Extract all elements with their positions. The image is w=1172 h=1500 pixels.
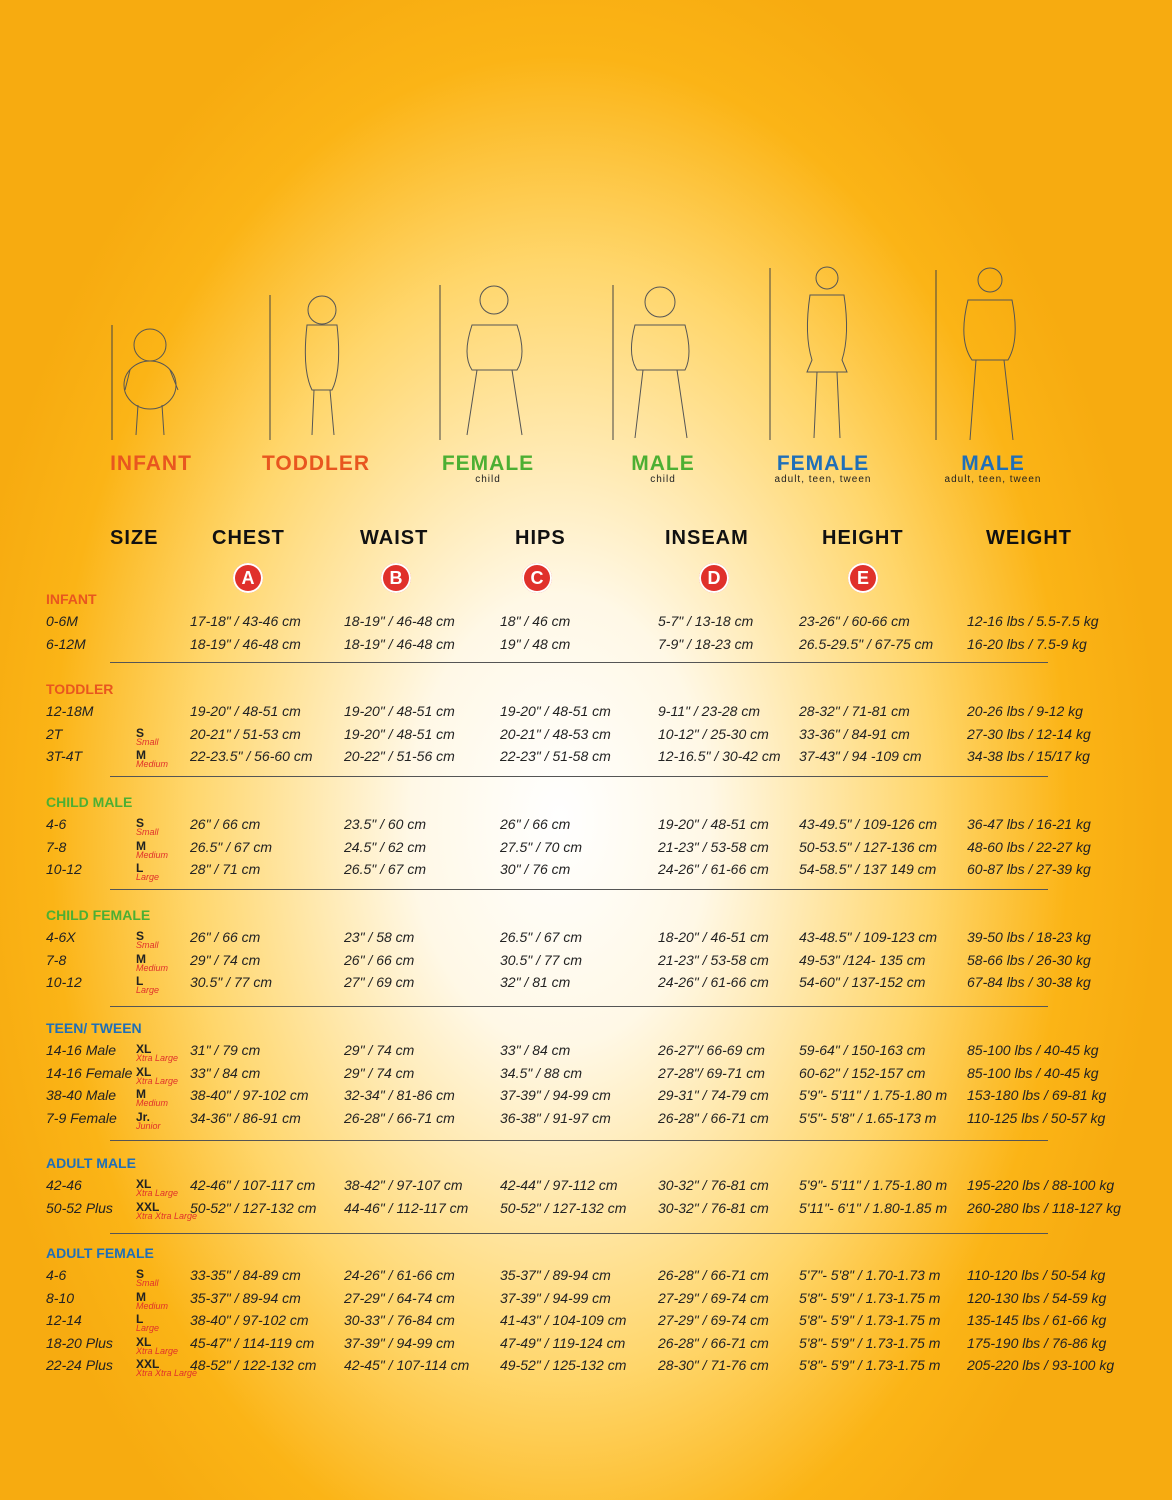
chest-cell: 33" / 84 cm [190, 1064, 261, 1081]
weight-cell: 85-100 lbs / 40-45 kg [967, 1042, 1099, 1058]
hips-cell: 19" / 48 cm [500, 635, 571, 652]
weight-cell: 27-30 lbs / 12-14 kg [967, 725, 1091, 742]
weight-cell: 135-145 lbs / 61-66 kg [967, 1312, 1107, 1329]
waist-cell: 19-20" / 48-51 cm [344, 725, 455, 742]
size-code: XXL [136, 1357, 160, 1372]
size-cell: 0-6M [46, 613, 78, 629]
table-row [0, 1267, 1172, 1289]
size-code-label: Xtra Large [136, 1345, 179, 1356]
badge-c: C [522, 563, 552, 593]
table-row [0, 1357, 1172, 1379]
size-cell: 42-46 [46, 1177, 82, 1193]
chest-cell: 42-46" / 107-117 cm [190, 1177, 316, 1193]
size-code-label: Xtra Large [136, 1188, 179, 1198]
height-cell: 28-32" / 71-81 cm [799, 703, 910, 719]
size-code-label: Medium [136, 759, 169, 770]
height-cell: 60-62" / 152-157 cm [799, 1064, 926, 1081]
chest-cell: 30.5" / 77 cm [190, 974, 273, 991]
section-title: TODDLER [46, 681, 114, 697]
weight-cell: 260-280 lbs / 118-127 kg [967, 1199, 1121, 1216]
waist-cell: 24-26" / 61-66 cm [344, 1267, 455, 1283]
size-code-label: Xtra Xtra Large [136, 1368, 198, 1379]
hips-cell: 37-39" / 94-99 cm [500, 1289, 611, 1306]
inseam-cell: 9-11" / 23-28 cm [658, 703, 760, 719]
weight-cell: 12-16 lbs / 5.5-7.5 kg [967, 613, 1099, 629]
inseam-cell: 27-28"/ 69-71 cm [658, 1064, 765, 1081]
header-chest: CHEST [212, 527, 285, 549]
table-row [0, 1087, 1172, 1109]
table-row [0, 952, 1172, 974]
waist-cell: 26.5" / 67 cm [344, 861, 427, 878]
table-row [0, 1042, 1172, 1064]
weight-cell: 16-20 lbs / 7.5-9 kg [967, 635, 1087, 652]
infant-silhouette-icon [100, 260, 190, 445]
chest-cell: 48-52" / 122-132 cm [190, 1357, 317, 1374]
section-title: TEEN/ TWEEN [46, 1020, 142, 1036]
size-code-label: Large [136, 1323, 160, 1334]
table-row [0, 1110, 1172, 1132]
height-cell: 37-43" / 94 -109 cm [799, 748, 922, 765]
child-male-silhouette-icon [605, 260, 715, 445]
section-title: CHILD FEMALE [46, 907, 151, 923]
weight-cell: 205-220 lbs / 93-100 kg [967, 1357, 1115, 1374]
section-divider [110, 1006, 1048, 1007]
section-title: CHILD MALE [46, 794, 133, 810]
weight-cell: 60-87 lbs / 27-39 kg [967, 861, 1091, 878]
height-cell: 5'11"- 6'1" / 1.80-1.85 m [799, 1199, 948, 1216]
section-divider [110, 1140, 1048, 1141]
chest-cell: 35-37" / 89-94 cm [190, 1289, 301, 1306]
waist-cell: 18-19" / 46-48 cm [344, 635, 455, 652]
badge-a: A [233, 563, 263, 593]
chest-cell: 20-21" / 51-53 cm [190, 725, 301, 742]
table-row [0, 1335, 1172, 1357]
table-row [0, 1177, 1172, 1199]
inseam-cell: 27-29" / 69-74 cm [658, 1289, 769, 1306]
size-code: S [136, 816, 145, 830]
weight-cell: 120-130 lbs / 54-59 kg [967, 1289, 1107, 1306]
table-row [0, 748, 1172, 770]
hips-cell: 36-38" / 91-97 cm [500, 1109, 611, 1126]
size-code: M [136, 951, 146, 966]
chest-cell: 34-36" / 86-91 cm [190, 1109, 301, 1126]
size-cell: 8-10 [46, 1289, 75, 1306]
chest-cell: 50-52" / 127-132 cm [190, 1199, 317, 1216]
chest-cell: 28" / 71 cm [190, 861, 261, 878]
header-waist: WAIST [360, 527, 429, 549]
figure-label-toddler: TODDLER [261, 452, 371, 475]
height-cell: 26.5-29.5" / 67-75 cm [799, 635, 934, 652]
figure-sub-female-adult: adult, teen, tween [774, 474, 872, 485]
size-code-label: Medium [136, 849, 169, 860]
hips-cell: 27.5" / 70 cm [500, 838, 583, 855]
size-cell: 18-20 Plus [46, 1334, 113, 1351]
table-row [0, 703, 1172, 725]
weight-cell: 110-125 lbs / 50-57 kg [967, 1109, 1106, 1126]
figure-sub-female-child: child [475, 474, 501, 485]
waist-cell: 29" / 74 cm [344, 1064, 415, 1081]
weight-cell: 195-220 lbs / 88-100 kg [967, 1177, 1115, 1193]
header-size: SIZE [110, 527, 159, 549]
chest-cell: 19-20" / 48-51 cm [190, 703, 301, 719]
weight-cell: 20-26 lbs / 9-12 kg [967, 703, 1083, 719]
adult-female-figure [762, 260, 872, 445]
figure-sub-male-adult: adult, teen, tween [944, 474, 1042, 485]
size-cell: 2T [46, 725, 63, 742]
waist-cell: 24.5" / 62 cm [344, 838, 427, 855]
figure-sub-male-child: child [650, 474, 676, 485]
inseam-cell: 26-28" / 66-71 cm [658, 1334, 769, 1351]
waist-cell: 37-39" / 94-99 cm [344, 1334, 455, 1351]
inseam-cell: 26-27"/ 66-69 cm [658, 1042, 765, 1058]
inseam-cell: 21-23" / 53-58 cm [658, 951, 769, 968]
chest-cell: 33-35" / 84-89 cm [190, 1267, 301, 1283]
size-code-label: Large [136, 985, 160, 996]
inseam-cell: 28-30" / 71-76 cm [658, 1357, 769, 1374]
hips-cell: 26.5" / 67 cm [500, 929, 583, 945]
chest-cell: 17-18" / 43-46 cm [190, 613, 301, 629]
size-code-label: Large [136, 872, 160, 883]
waist-cell: 42-45" / 107-114 cm [344, 1357, 470, 1374]
weight-cell: 153-180 lbs / 69-81 kg [967, 1087, 1107, 1104]
size-cell: 7-8 [46, 951, 67, 968]
size-code: M [136, 1087, 146, 1102]
size-code: XL [136, 1042, 152, 1056]
height-cell: 54-60" / 137-152 cm [799, 974, 926, 991]
hips-cell: 42-44" / 97-112 cm [500, 1177, 618, 1193]
child-male-figure [605, 260, 715, 445]
size-cell: 4-6 [46, 1267, 67, 1283]
weight-cell: 58-66 lbs / 26-30 kg [967, 951, 1091, 968]
height-cell: 5'5"- 5'8" / 1.65-173 m [799, 1109, 937, 1126]
section-title: ADULT FEMALE [46, 1245, 154, 1261]
hips-cell: 20-21" / 48-53 cm [500, 725, 611, 742]
size-code: XL [136, 1064, 152, 1079]
inseam-cell: 21-23" / 53-58 cm [658, 838, 769, 855]
size-code: L [136, 974, 144, 989]
infant-figure [100, 260, 190, 445]
inseam-cell: 24-26" / 61-66 cm [658, 861, 769, 878]
hips-cell: 18" / 46 cm [500, 613, 571, 629]
size-code: M [136, 748, 146, 763]
waist-cell: 44-46" / 112-117 cm [344, 1199, 469, 1216]
table-row [0, 636, 1172, 658]
figure-label-female-adult: FEMALE [776, 452, 870, 475]
hips-cell: 35-37" / 89-94 cm [500, 1267, 611, 1283]
waist-cell: 30-33" / 76-84 cm [344, 1312, 455, 1329]
hips-cell: 30.5" / 77 cm [500, 951, 583, 968]
hips-cell: 47-49" / 119-124 cm [500, 1334, 626, 1351]
hips-cell: 49-52" / 125-132 cm [500, 1357, 627, 1374]
size-code: S [136, 929, 145, 943]
waist-cell: 27" / 69 cm [344, 974, 415, 991]
section-title: ADULT MALE [46, 1155, 136, 1171]
height-cell: 54-58.5" / 137 149 cm [799, 861, 937, 878]
table-row [0, 839, 1172, 861]
section-divider [110, 662, 1048, 663]
header-inseam: INSEAM [665, 527, 749, 549]
section-divider [110, 889, 1048, 890]
waist-cell: 29" / 74 cm [344, 1042, 415, 1058]
header-weight: WEIGHT [986, 527, 1072, 549]
size-cell: 7-9 Female [46, 1109, 117, 1126]
size-code-label: Medium [136, 1300, 169, 1311]
size-cell: 22-24 Plus [46, 1357, 113, 1374]
chest-cell: 45-47" / 114-119 cm [190, 1334, 315, 1351]
table-row [0, 974, 1172, 996]
size-code-label: Medium [136, 1098, 169, 1109]
height-cell: 43-49.5" / 109-126 cm [799, 816, 938, 832]
size-cell: 7-8 [46, 838, 67, 855]
size-cell: 6-12M [46, 635, 86, 652]
chest-cell: 22-23.5" / 56-60 cm [190, 748, 313, 765]
size-code-label: Small [136, 1278, 159, 1288]
size-cell: 12-18M [46, 703, 94, 719]
weight-cell: 34-38 lbs / 15/17 kg [967, 748, 1090, 765]
height-cell: 5'8"- 5'9" / 1.73-1.75 m [799, 1334, 941, 1351]
inseam-cell: 7-9" / 18-23 cm [658, 635, 754, 652]
size-code: L [136, 861, 144, 876]
height-cell: 5'8"- 5'9" / 1.73-1.75 m [799, 1357, 941, 1374]
child-female-figure [432, 260, 542, 445]
weight-cell: 39-50 lbs / 18-23 kg [967, 929, 1091, 945]
hips-cell: 37-39" / 94-99 cm [500, 1087, 611, 1104]
size-code-label: Small [136, 940, 159, 950]
table-row [0, 1312, 1172, 1334]
size-cell: 4-6X [46, 929, 76, 945]
toddler-figure [262, 260, 352, 445]
adult-female-silhouette-icon [762, 260, 872, 445]
figure-label-male-child: MALE [631, 452, 695, 475]
size-cell: 14-16 Male [46, 1042, 117, 1058]
size-code-label: Medium [136, 962, 169, 973]
waist-cell: 26-28" / 66-71 cm [344, 1109, 455, 1126]
inseam-cell: 5-7" / 13-18 cm [658, 613, 754, 629]
height-cell: 33-36" / 84-91 cm [799, 725, 910, 742]
weight-cell: 67-84 lbs / 30-38 kg [967, 974, 1091, 991]
size-cell: 14-16 Female [46, 1064, 133, 1081]
weight-cell: 36-47 lbs / 16-21 kg [967, 816, 1091, 832]
waist-cell: 26" / 66 cm [344, 951, 415, 968]
adult-male-silhouette-icon [928, 260, 1038, 445]
inseam-cell: 12-16.5" / 30-42 cm [658, 748, 781, 765]
waist-cell: 23.5" / 60 cm [344, 816, 427, 832]
size-code: M [136, 1289, 146, 1304]
inseam-cell: 18-20" / 46-51 cm [658, 929, 769, 945]
size-code: XL [136, 1177, 152, 1191]
table-row [0, 816, 1172, 838]
figures-row [0, 260, 1172, 490]
table-row [0, 726, 1172, 748]
size-cell: 3T-4T [46, 748, 83, 765]
hips-cell: 50-52" / 127-132 cm [500, 1199, 627, 1216]
size-code: L [136, 1312, 144, 1327]
table-row [0, 1200, 1172, 1222]
chest-cell: 18-19" / 46-48 cm [190, 635, 301, 652]
inseam-cell: 19-20" / 48-51 cm [658, 816, 769, 832]
inseam-cell: 30-32" / 76-81 cm [658, 1177, 769, 1193]
hips-cell: 33" / 84 cm [500, 1042, 571, 1058]
size-cell: 12-14 [46, 1312, 82, 1329]
waist-cell: 38-42" / 97-107 cm [344, 1177, 463, 1193]
table-row [0, 861, 1172, 883]
waist-cell: 19-20" / 48-51 cm [344, 703, 455, 719]
height-cell: 49-53" /124- 135 cm [799, 951, 926, 968]
inseam-cell: 26-28" / 66-71 cm [658, 1109, 769, 1126]
waist-cell: 32-34" / 81-86 cm [344, 1087, 455, 1104]
height-cell: 43-48.5" / 109-123 cm [799, 929, 938, 945]
size-code-label: Small [136, 827, 159, 837]
inseam-cell: 10-12" / 25-30 cm [658, 725, 769, 742]
header-height: HEIGHT [822, 527, 904, 549]
table-row [0, 1065, 1172, 1087]
size-code: S [136, 1267, 145, 1281]
weight-cell: 85-100 lbs / 40-45 kg [967, 1064, 1099, 1081]
size-cell: 10-12 [46, 861, 82, 878]
hips-cell: 26" / 66 cm [500, 816, 571, 832]
height-cell: 50-53.5" / 127-136 cm [799, 838, 938, 855]
waist-cell: 27-29" / 64-74 cm [344, 1289, 455, 1306]
hips-cell: 34.5" / 88 cm [500, 1064, 583, 1081]
size-code-label: Xtra Large [136, 1075, 179, 1086]
inseam-cell: 27-29" / 69-74 cm [658, 1312, 769, 1329]
inseam-cell: 29-31" / 74-79 cm [658, 1087, 769, 1104]
height-cell: 23-26" / 60-66 cm [799, 613, 910, 629]
hips-cell: 32" / 81 cm [500, 974, 571, 991]
child-female-silhouette-icon [432, 260, 542, 445]
size-cell: 4-6 [46, 816, 67, 832]
size-cell: 50-52 Plus [46, 1199, 113, 1216]
badge-b: B [381, 563, 411, 593]
size-code-label: Xtra Xtra Large [136, 1210, 198, 1221]
waist-cell: 20-22" / 51-56 cm [344, 748, 455, 765]
section-divider [110, 776, 1048, 777]
table-row [0, 1290, 1172, 1312]
hips-cell: 19-20" / 48-51 cm [500, 703, 611, 719]
badge-e: E [848, 563, 878, 593]
hips-cell: 22-23" / 51-58 cm [500, 748, 611, 765]
size-code-label: Junior [136, 1120, 161, 1131]
inseam-cell: 26-28" / 66-71 cm [658, 1267, 769, 1283]
chest-cell: 38-40" / 97-102 cm [190, 1087, 309, 1104]
hips-cell: 30" / 76 cm [500, 861, 571, 878]
toddler-silhouette-icon [262, 260, 352, 445]
size-code: Jr. [136, 1109, 151, 1124]
height-cell: 59-64" / 150-163 cm [799, 1042, 926, 1058]
height-cell: 5'7"- 5'8" / 1.70-1.73 m [799, 1267, 941, 1283]
size-code-label: Small [136, 736, 159, 747]
inseam-cell: 24-26" / 61-66 cm [658, 974, 769, 991]
size-code-label: Xtra Large [136, 1053, 179, 1063]
adult-male-figure [928, 260, 1038, 445]
figure-label-female-child: FEMALE [441, 452, 535, 475]
weight-cell: 48-60 lbs / 22-27 kg [967, 838, 1091, 855]
size-cell: 38-40 Male [46, 1087, 117, 1104]
chest-cell: 31" / 79 cm [190, 1042, 261, 1058]
chest-cell: 38-40" / 97-102 cm [190, 1312, 309, 1329]
chest-cell: 26.5" / 67 cm [190, 838, 273, 855]
height-cell: 5'9"- 5'11" / 1.75-1.80 m [799, 1087, 948, 1104]
inseam-cell: 30-32" / 76-81 cm [658, 1199, 769, 1216]
chest-cell: 26" / 66 cm [190, 816, 261, 832]
chest-cell: 26" / 66 cm [190, 929, 261, 945]
waist-cell: 18-19" / 46-48 cm [344, 613, 455, 629]
header-hips: HIPS [515, 527, 566, 549]
section-divider [110, 1233, 1048, 1234]
height-cell: 5'8"- 5'9" / 1.73-1.75 m [799, 1289, 941, 1306]
figure-label-infant: INFANT [110, 452, 192, 475]
size-code: S [136, 725, 145, 740]
size-cell: 10-12 [46, 974, 82, 991]
table-row [0, 929, 1172, 951]
table-row [0, 613, 1172, 635]
hips-cell: 41-43" / 104-109 cm [500, 1312, 627, 1329]
size-code: XXL [136, 1199, 160, 1214]
weight-cell: 175-190 lbs / 76-86 kg [967, 1334, 1107, 1351]
section-title: INFANT [46, 591, 97, 607]
height-cell: 5'9"- 5'11" / 1.75-1.80 m [799, 1177, 948, 1193]
size-code: XL [136, 1334, 152, 1349]
badge-d: D [699, 563, 729, 593]
height-cell: 5'8"- 5'9" / 1.73-1.75 m [799, 1312, 941, 1329]
chest-cell: 29" / 74 cm [190, 951, 261, 968]
waist-cell: 23" / 58 cm [344, 929, 415, 945]
size-code: M [136, 838, 146, 853]
figure-label-male-adult: MALE [961, 452, 1025, 475]
weight-cell: 110-120 lbs / 50-54 kg [967, 1267, 1106, 1283]
